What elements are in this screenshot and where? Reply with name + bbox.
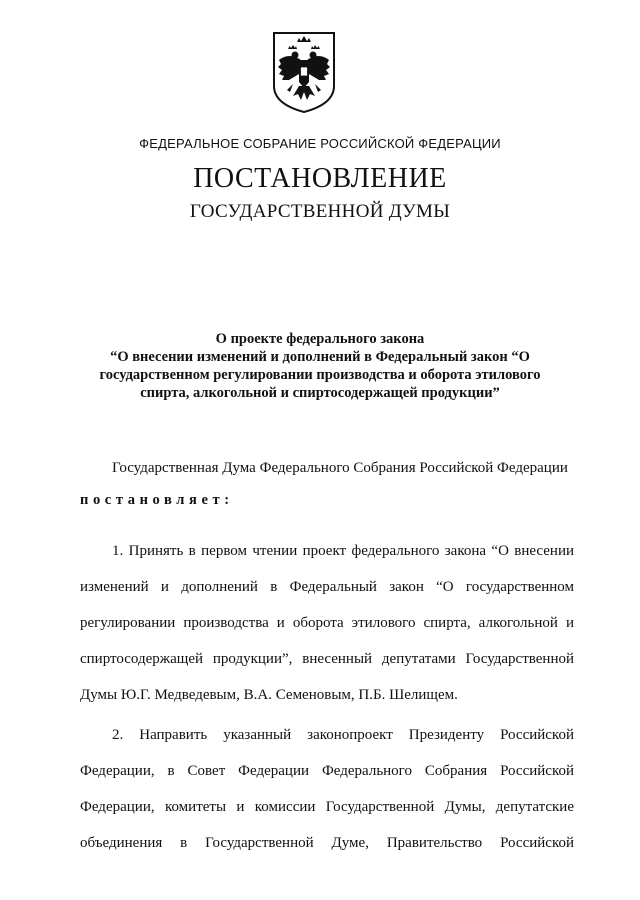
- paragraph-line: спиртосодержащей продукции”, внесенный депутатами Государственной: [80, 651, 574, 667]
- document-type-title: ПОСТАНОВЛЕНИЕ: [193, 163, 447, 194]
- organization-heading: ФЕДЕРАЛЬНОЕ СОБРАНИЕ РОССИЙСКОЙ ФЕДЕРАЦИИ: [139, 136, 501, 151]
- paragraph-line: Федерации, комитеты и комиссии Государственной Думы, депутатские: [80, 799, 574, 815]
- preamble-text: Государственная Дума Федерального Собрания Российской Федерации: [112, 460, 568, 476]
- subject-line: “О внесении изменений и дополнений в Федеральный закон “О: [110, 349, 530, 365]
- paragraph-1: [80, 541, 574, 721]
- paragraph-line: 1. Принять в первом чтении проект федерального закона “О внесении: [112, 543, 574, 559]
- document-issuer-title: ГОСУДАРСТВЕННОЙ ДУМЫ: [189, 201, 451, 222]
- paragraph-line: изменений и дополнений в Федеральный закон “О государственном: [80, 579, 574, 595]
- paragraph-line: объединения в Государственной Думе, Правительство Российской: [80, 835, 574, 851]
- paragraph-line: 2. Направить указанный законопроект Президенту Российской: [112, 727, 574, 743]
- subject-line: спирта, алкогольной и спиртосодержащей продукции”: [140, 385, 500, 401]
- paragraph-2: [80, 725, 574, 869]
- paragraph-line: Думы Ю.Г. Медведевым, В.А. Семеновым, П.Б. Шелищем.: [80, 687, 458, 703]
- russian-coat-of-arms-icon: [271, 30, 337, 114]
- paragraph-line: регулировании производства и оборота этилового спирта, алкогольной и: [80, 615, 574, 631]
- document-subject: [60, 330, 580, 402]
- paragraph-line: Федерации, в Совет Федерации Федерального Собрания Российской: [80, 763, 574, 779]
- resolves-word: постановляет:: [80, 492, 234, 508]
- subject-line: О проекте федерального закона: [215, 331, 425, 347]
- subject-line: государственном регулировании производства и оборота этилового: [99, 367, 541, 383]
